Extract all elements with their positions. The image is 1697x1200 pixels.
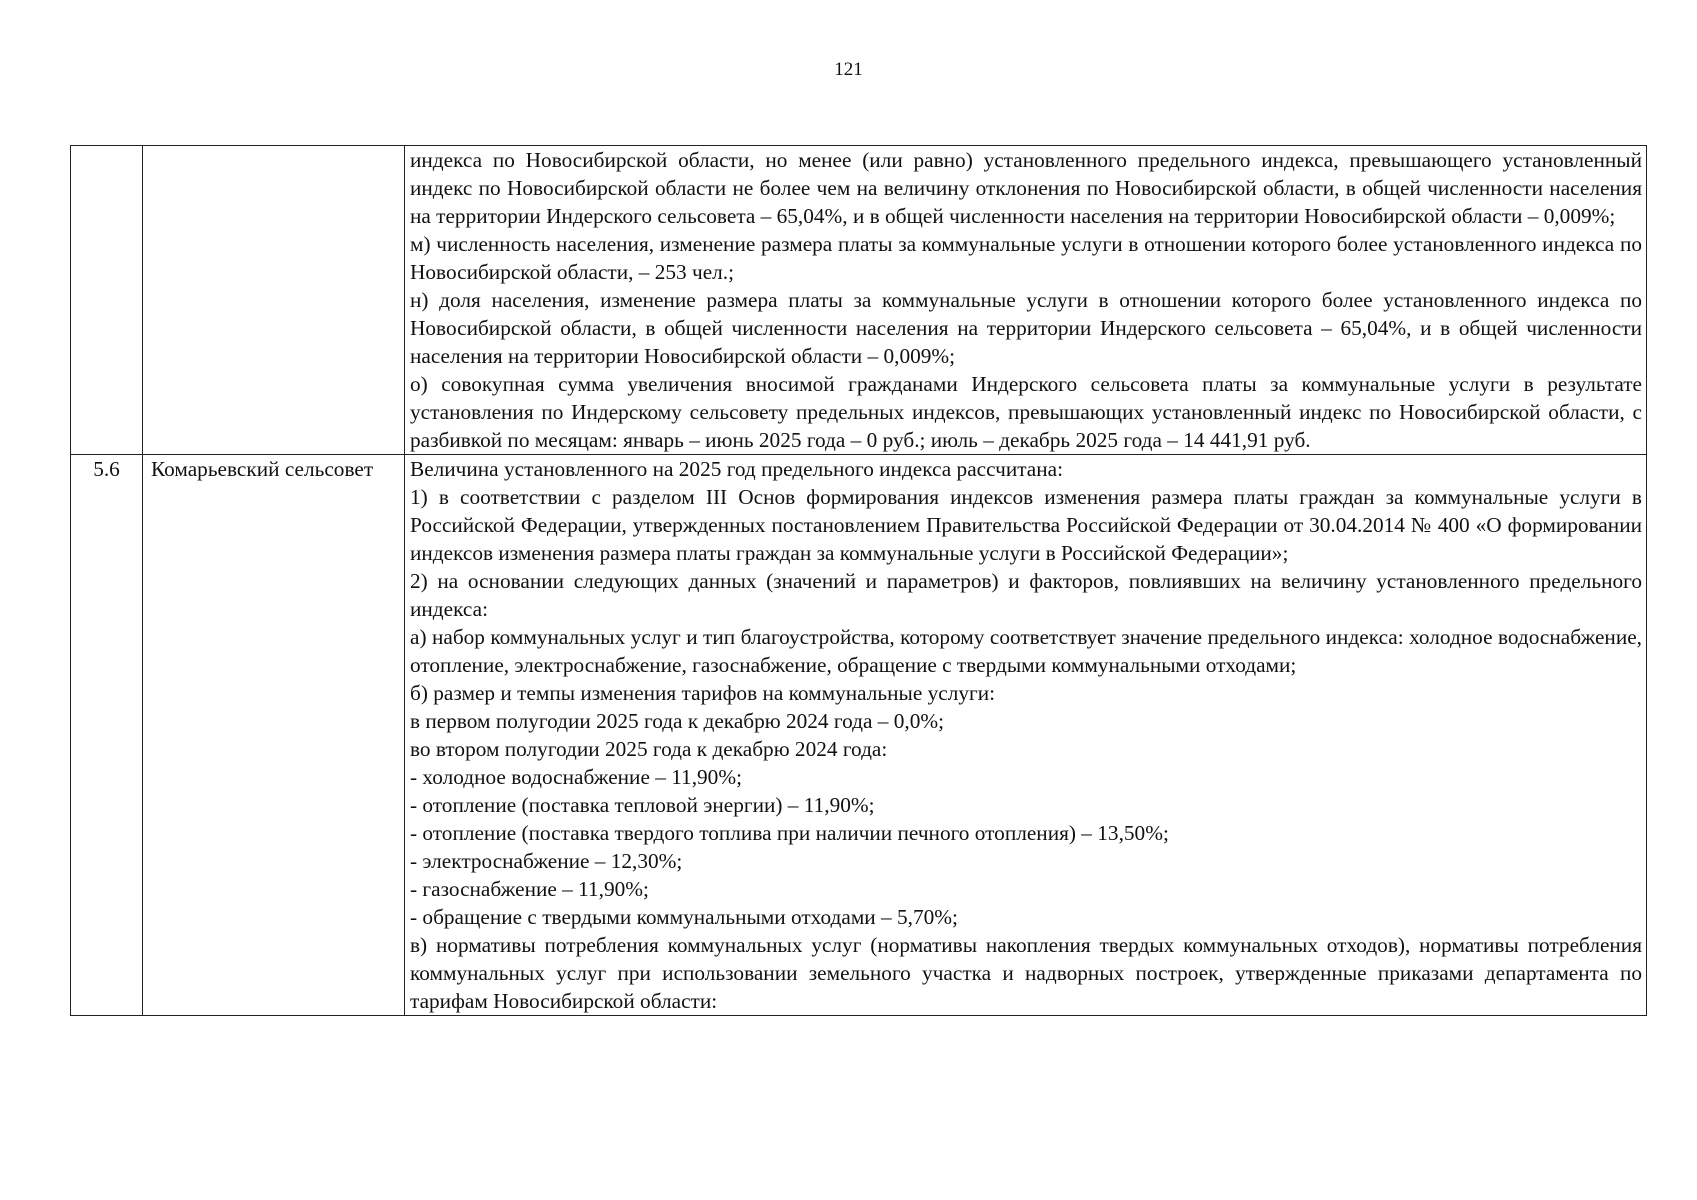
row-number-cell: [71, 146, 143, 455]
list-item: - отопление (поставка твердого топлива при наличии печного отопления) – 13,50%;: [410, 821, 1169, 845]
paragraph: во втором полугодии 2025 года к декабрю 2024 года:: [410, 737, 888, 761]
paragraph: 1) в соответствии с разделом III Основ формирования индексов изменения размера платы граждан за коммунальные услуги в Российской Федерации, утвержденных постановлением Правительства Российской Федерации от 30.04.2014 № 400 «О формировании индексов изменения размера платы граждан за коммунальные услуги в Российской Федерации»;: [410, 485, 1642, 565]
table-row: [71, 455, 1647, 1016]
paragraph: о) совокупная сумма увеличения вносимой гражданами Индерского сельсовета платы за коммунальные услуги в результате установления по Индерскому сельсовету предельных индексов, превышающих установленный индекс по Новосибирской области, с разбивкой по месяцам: январь – июнь 2025 года – 0 руб.; июль – декабрь 2025 года – 14 441,91 руб.: [410, 372, 1642, 452]
paragraph: Величина установленного на 2025 год предельного индекса рассчитана:: [410, 457, 1064, 481]
municipality-name-cell: [143, 146, 405, 455]
description-cell: [405, 455, 1647, 1016]
description-cell: [405, 146, 1647, 455]
tariff-index-table: [70, 145, 1647, 1016]
paragraph: м) численность населения, изменение размера платы за коммунальные услуги в отношении которого более установленного индекса по Новосибирской области, – 253 чел.;: [410, 232, 1642, 284]
list-item: - обращение с твердыми коммунальными отходами – 5,70%;: [410, 905, 958, 929]
page-number: 121: [834, 59, 863, 80]
paragraph: в) нормативы потребления коммунальных услуг (нормативы накопления твердых коммунальных отходов), нормативы потребления коммунальных услуг при использовании земельного участка и надворных построек, утвержденные приказами департамента по тарифам Новосибирской области:: [410, 933, 1642, 1013]
list-item: - газоснабжение – 11,90%;: [410, 877, 649, 901]
municipality-name-cell: Комарьевский сельсовет: [143, 455, 405, 1016]
table-row: [71, 146, 1647, 455]
paragraph: н) доля населения, изменение размера платы за коммунальные услуги в отношении которого более установленного индекса по Новосибирской области, в общей численности населения на территории Индерского сельсовета – 65,04%, и в общей численности населения на территории Новосибирской области – 0,009%;: [410, 288, 1642, 368]
paragraph: б) размер и темпы изменения тарифов на коммунальные услуги:: [410, 681, 996, 705]
list-item: - электроснабжение – 12,30%;: [410, 849, 683, 873]
paragraph: а) набор коммунальных услуг и тип благоустройства, которому соответствует значение предельного индекса: холодное водоснабжение, отопление, электроснабжение, газоснабжение, обращение с твердыми коммунальными отходами;: [410, 625, 1642, 677]
list-item: - отопление (поставка тепловой энергии) – 11,90%;: [410, 793, 875, 817]
paragraph: в первом полугодии 2025 года к декабрю 2024 года – 0,0%;: [410, 709, 945, 733]
row-number-cell: 5.6: [71, 455, 143, 1016]
list-item: - холодное водоснабжение – 11,90%;: [410, 765, 742, 789]
paragraph: 2) на основании следующих данных (значений и параметров) и факторов, повлиявших на величину установленного предельного индекса:: [410, 569, 1642, 621]
paragraph: индекса по Новосибирской области, но менее (или равно) установленного предельного индекса, превышающего установленный индекс по Новосибирской области не более чем на величину отклонения по Новосибирской области, в общей численности населения на территории Индерского сельсовета – 65,04%, и в общей численности населения на территории Новосибирской области – 0,009%;: [410, 148, 1642, 228]
